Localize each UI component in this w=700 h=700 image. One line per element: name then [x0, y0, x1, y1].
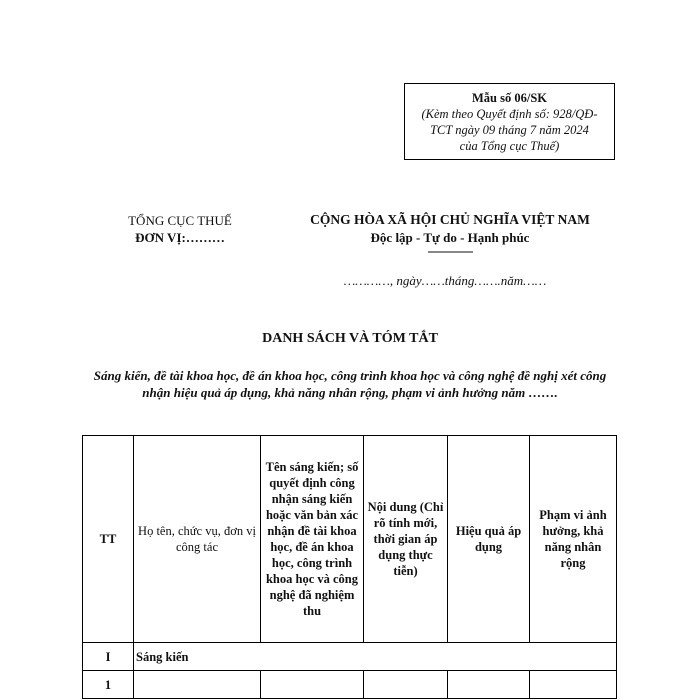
- table-cell[interactable]: [448, 671, 530, 699]
- header-effectiveness: Hiệu quả áp dụng: [448, 436, 530, 643]
- table-cell[interactable]: [134, 671, 261, 699]
- header-name-position: Họ tên, chức vụ, đơn vị công tác: [134, 436, 261, 643]
- agency-header: [110, 212, 250, 246]
- header-scope: Phạm vi ảnh hưởng, khả năng nhân rộng: [530, 436, 617, 643]
- form-code: Mẫu số 06/SK: [471, 91, 547, 105]
- table-cell[interactable]: [364, 671, 448, 699]
- table-header-row: [83, 436, 617, 643]
- date-line: …………, ngày……tháng…….năm……: [343, 273, 547, 288]
- header-initiative-name: Tên sáng kiến; số quyết định công nhận sáng kiến hoặc văn bản xác nhận đề tài khoa học, đề án khoa học, công trình khoa học và công nghệ đã nghiệm thu: [261, 436, 364, 643]
- row-tt: 1: [83, 671, 134, 699]
- table-cell[interactable]: [261, 671, 364, 699]
- republic-name: CỘNG HÒA XÃ HỘI CHỦ NGHĨA VIỆT NAM: [310, 212, 590, 227]
- header-tt: TT: [83, 436, 134, 643]
- document-subtitle: Sáng kiến, đề tài khoa học, đề án khoa học, công trình khoa học và công nghệ đề nghị xét công nhận hiệu quả áp dụng, khả năng nhân rộng, phạm vi ảnh hưởng năm …….: [93, 368, 607, 400]
- initiative-table: [82, 435, 617, 699]
- motto-separator: ---------------: [427, 244, 473, 258]
- header-content: Nội dung (Chỉ rõ tính mới, thời gian áp dụng thực tiễn): [364, 436, 448, 643]
- section-label: Sáng kiến: [134, 643, 617, 671]
- agency-unit: ĐƠN VỊ:………: [135, 230, 225, 245]
- form-note-line-1: (Kèm theo Quyết định số: 928/QĐ-: [421, 107, 598, 121]
- section-number: I: [83, 643, 134, 671]
- form-note-line-3: của Tổng cục Thuế): [459, 139, 560, 153]
- table-section-row: [83, 643, 617, 671]
- national-motto: Độc lập - Tự do - Hạnh phúc: [370, 230, 530, 245]
- national-header: [280, 211, 620, 256]
- form-code-box: [404, 83, 615, 160]
- document-title: DANH SÁCH VÀ TÓM TẮT: [262, 331, 438, 346]
- agency-name: TỔNG CỤC THUẾ: [128, 213, 232, 228]
- table-row: [83, 671, 617, 699]
- form-note-line-2: TCT ngày 09 tháng 7 năm 2024: [430, 123, 589, 137]
- table-cell[interactable]: [530, 671, 617, 699]
